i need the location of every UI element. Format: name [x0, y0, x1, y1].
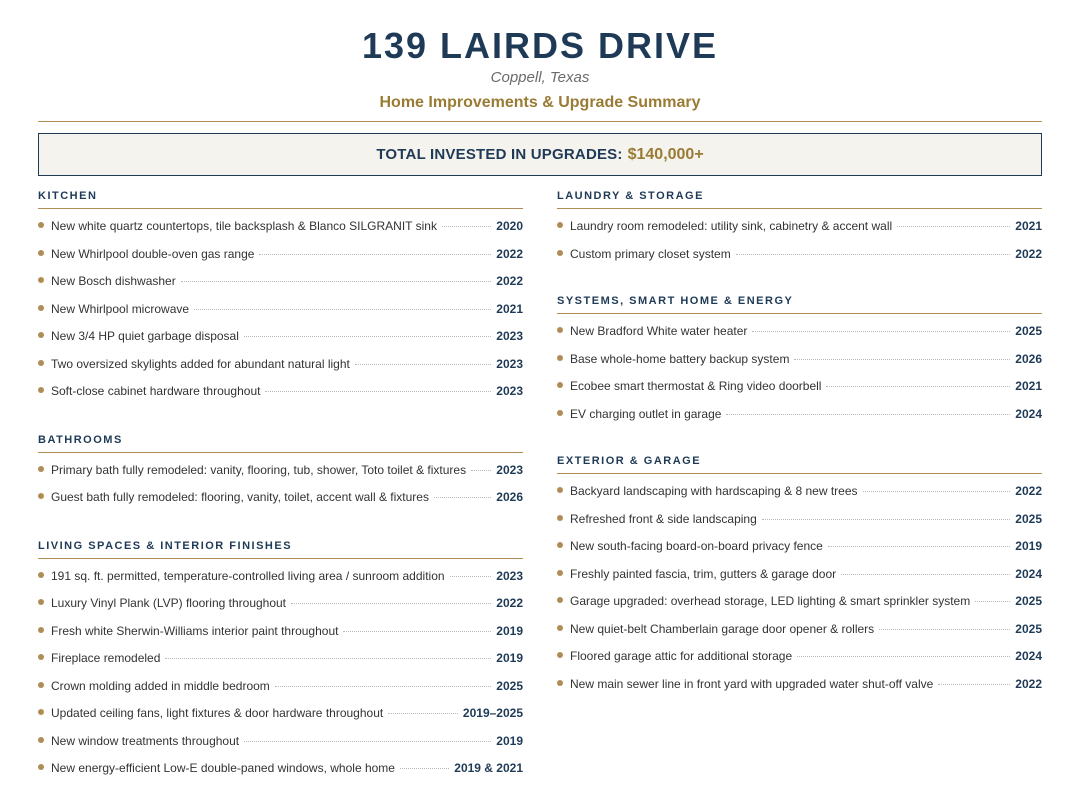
item-year: 2019: [496, 623, 523, 638]
item-description: Ecobee smart thermostat & Ring video doorbell: [570, 379, 822, 393]
left-column: [38, 186, 523, 789]
dot-leader: [434, 497, 491, 498]
section-divider: [38, 452, 523, 453]
bullet-icon: [557, 355, 563, 361]
bullet-icon: [38, 493, 44, 499]
item-description: New 3/4 HP quiet garbage disposal: [51, 329, 239, 343]
list-item: [557, 512, 1042, 540]
item-description: Base whole-home battery backup system: [570, 351, 790, 366]
bullet-icon: [557, 327, 563, 333]
bullet-icon: [38, 466, 44, 472]
item-year: 2023: [496, 384, 523, 398]
location-subtitle: Coppell, Texas: [490, 69, 590, 86]
list-item: [38, 651, 523, 679]
bullet-icon: [38, 682, 44, 688]
item-year: 2023: [496, 568, 523, 583]
dot-leader: [181, 281, 492, 282]
list-item: [38, 357, 523, 385]
dot-leader: [343, 631, 491, 632]
bullet-icon: [38, 627, 44, 633]
bullet-icon: [38, 764, 44, 770]
list-item: [38, 463, 523, 491]
dot-leader: [194, 309, 491, 310]
dot-leader: [975, 601, 1010, 602]
item-year: 2019: [496, 651, 523, 665]
dot-leader: [752, 331, 1010, 332]
section-bathrooms: [38, 430, 523, 518]
list-item: [557, 567, 1042, 595]
section-title: EXTERIOR & GARAGE: [557, 455, 702, 467]
item-description: New south-facing board-on-board privacy fence: [570, 539, 823, 553]
dot-leader: [863, 491, 1011, 492]
page-title: 139 LAIRDS DRIVE: [361, 25, 719, 66]
right-column: [557, 186, 1042, 704]
dot-leader: [938, 684, 1010, 685]
item-description: New Bosch dishwasher: [51, 274, 176, 288]
item-description: Primary bath fully remodeled: vanity, flooring, tub, shower, Toto toilet & fixtures: [51, 462, 467, 477]
dot-leader: [388, 713, 458, 714]
dot-leader: [797, 656, 1010, 657]
item-year: 2024: [1015, 406, 1042, 421]
dot-leader: [826, 386, 1010, 387]
list-item: [38, 247, 523, 275]
item-description: New window treatments throughout: [51, 733, 240, 748]
item-description: Crown molding added in middle bedroom: [51, 678, 270, 693]
item-year: 2022: [496, 274, 523, 288]
list-item: [38, 569, 523, 597]
dot-leader: [291, 603, 491, 604]
item-year: 2021: [496, 301, 523, 316]
list-item: [557, 219, 1042, 247]
dot-leader: [794, 359, 1010, 360]
dot-leader: [259, 254, 491, 255]
item-year: 2024: [1015, 566, 1042, 581]
list-item: [38, 490, 523, 518]
bullet-icon: [38, 305, 44, 311]
list-item: [38, 302, 523, 330]
item-year: 2024: [1015, 649, 1042, 663]
dot-leader: [265, 391, 491, 392]
list-item: [38, 329, 523, 357]
bullet-icon: [38, 599, 44, 605]
item-year: 2022: [1015, 246, 1042, 261]
section-living-spaces: [38, 536, 523, 789]
item-year: 2022: [496, 246, 523, 261]
item-year: 2019 & 2021: [454, 761, 523, 775]
section-title: BATHROOMS: [38, 433, 123, 446]
list-item: [38, 384, 523, 412]
section-title: LIVING SPACES & INTERIOR FINISHES: [38, 539, 293, 552]
bullet-icon: [557, 515, 563, 521]
dot-leader: [450, 576, 492, 577]
bullet-icon: [38, 250, 44, 256]
item-year: 2023: [496, 462, 523, 477]
bullet-icon: [557, 542, 563, 548]
bullet-icon: [38, 709, 44, 715]
list-item: [557, 622, 1042, 650]
item-description: Updated ceiling fans, light fixtures & door hardware throughout: [51, 706, 384, 720]
bullet-icon: [557, 410, 563, 416]
list-item: [557, 379, 1042, 407]
list-item: [38, 679, 523, 707]
list-item: [557, 594, 1042, 622]
item-year: 2025: [496, 678, 523, 693]
dot-leader: [400, 768, 449, 769]
dot-leader: [726, 414, 1010, 415]
item-year: 2021: [1015, 379, 1042, 393]
section-title: LAUNDRY & STORAGE: [557, 190, 704, 202]
list-item: [557, 247, 1042, 275]
item-description: Freshly painted fascia, trim, gutters & garage door: [570, 566, 837, 581]
bullet-icon: [38, 277, 44, 283]
item-description: Backyard landscaping with hardscaping & 8 new trees: [570, 484, 858, 498]
item-year: 2025: [1015, 621, 1042, 636]
bullet-icon: [557, 250, 563, 256]
section-divider: [557, 313, 1042, 314]
section-divider: [38, 558, 523, 559]
list-item: [38, 274, 523, 302]
list-item: [557, 324, 1042, 352]
total-invested-label: TOTAL INVESTED IN UPGRADES:: [376, 146, 623, 163]
dot-leader: [879, 629, 1010, 630]
section-laundry-storage: [557, 186, 1042, 274]
item-description: New main sewer line in front yard with upgraded water shut-off valve: [570, 676, 934, 691]
dot-leader: [841, 574, 1010, 575]
dot-leader: [736, 254, 1011, 255]
item-description: Floored garage attic for additional storage: [570, 649, 793, 663]
item-description: New Whirlpool microwave: [51, 301, 190, 316]
item-description: New white quartz countertops, tile backsplash & Blanco SILGRANIT sink: [51, 219, 437, 233]
item-description: Soft-close cabinet hardware throughout: [51, 384, 261, 398]
item-year: 2025: [1015, 594, 1042, 608]
list-item: [38, 624, 523, 652]
list-item: [557, 407, 1042, 435]
section-divider: [557, 473, 1042, 474]
list-item: [38, 734, 523, 762]
item-description: Laundry room remodeled: utility sink, cabinetry & accent wall: [570, 219, 893, 233]
bullet-icon: [38, 360, 44, 366]
item-description: Guest bath fully remodeled: flooring, vanity, toilet, accent wall & fixtures: [51, 490, 429, 504]
item-year: 2022: [496, 596, 523, 610]
bullet-icon: [557, 487, 563, 493]
item-year: 2025: [1015, 511, 1042, 526]
total-invested-box: [38, 133, 1042, 176]
bullet-icon: [38, 222, 44, 228]
list-item: [557, 539, 1042, 567]
item-year: 2019–2025: [462, 706, 523, 720]
item-year: 2026: [496, 490, 523, 504]
bullet-icon: [38, 737, 44, 743]
dot-leader: [762, 519, 1011, 520]
dot-leader: [897, 226, 1010, 227]
item-year: 2019: [1015, 539, 1042, 553]
item-year: 2020: [496, 219, 523, 233]
item-description: New energy-efficient Low-E double-paned windows, whole home: [51, 761, 395, 775]
item-year: 2022: [1015, 484, 1042, 498]
list-item: [38, 761, 523, 789]
bullet-icon: [557, 652, 563, 658]
item-description: 191 sq. ft. permitted, temperature-controlled living area / sunroom addition: [51, 568, 445, 583]
total-invested-value: $140,000+: [627, 145, 704, 163]
list-item: [38, 596, 523, 624]
bullet-icon: [557, 597, 563, 603]
bullet-icon: [38, 332, 44, 338]
dot-leader: [244, 336, 491, 337]
item-year: 2023: [496, 356, 523, 371]
bullet-icon: [38, 572, 44, 578]
list-item: [557, 677, 1042, 705]
bullet-icon: [557, 625, 563, 631]
dot-leader: [275, 686, 492, 687]
list-item: [557, 484, 1042, 512]
list-item: [38, 219, 523, 247]
bullet-icon: [557, 680, 563, 686]
item-description: Fresh white Sherwin-Williams interior paint throughout: [51, 623, 339, 638]
section-title: KITCHEN: [38, 190, 98, 202]
bullet-icon: [557, 570, 563, 576]
item-description: Custom primary closet system: [570, 246, 731, 261]
dot-leader: [244, 741, 491, 742]
item-description: New Whirlpool double-oven gas range: [51, 246, 255, 261]
dot-leader: [355, 364, 491, 365]
bullet-icon: [38, 654, 44, 660]
item-year: 2025: [1015, 324, 1042, 338]
item-description: Two oversized skylights added for abundant natural light: [51, 356, 350, 371]
list-item: [557, 352, 1042, 380]
section-exterior-garage: [557, 451, 1042, 704]
item-year: 2022: [1015, 676, 1042, 691]
dot-leader: [165, 658, 491, 659]
item-description: New Bradford White water heater: [570, 324, 748, 338]
item-description: Luxury Vinyl Plank (LVP) flooring throughout: [51, 596, 287, 610]
item-description: New quiet-belt Chamberlain garage door opener & rollers: [570, 621, 875, 636]
bullet-icon: [557, 382, 563, 388]
section-divider: [557, 208, 1042, 209]
list-item: [557, 649, 1042, 677]
item-description: Garage upgraded: overhead storage, LED lighting & smart sprinkler system: [570, 594, 971, 608]
item-description: Refreshed front & side landscaping: [570, 511, 757, 526]
item-year: 2019: [496, 733, 523, 748]
item-year: 2021: [1015, 219, 1042, 233]
section-title: SYSTEMS, SMART HOME & ENERGY: [557, 295, 794, 307]
header-divider: [38, 121, 1042, 122]
section-kitchen: [38, 186, 523, 412]
bullet-icon: [557, 222, 563, 228]
item-year: 2026: [1015, 351, 1042, 366]
section-systems-energy: [557, 291, 1042, 434]
dot-leader: [471, 470, 491, 471]
dot-leader: [442, 226, 491, 227]
item-description: Fireplace remodeled: [51, 651, 161, 665]
section-divider: [38, 208, 523, 209]
list-item: [38, 706, 523, 734]
summary-subtitle: Home Improvements & Upgrade Summary: [379, 94, 701, 111]
item-year: 2023: [496, 329, 523, 343]
bullet-icon: [38, 387, 44, 393]
dot-leader: [828, 546, 1010, 547]
item-description: EV charging outlet in garage: [570, 406, 722, 421]
